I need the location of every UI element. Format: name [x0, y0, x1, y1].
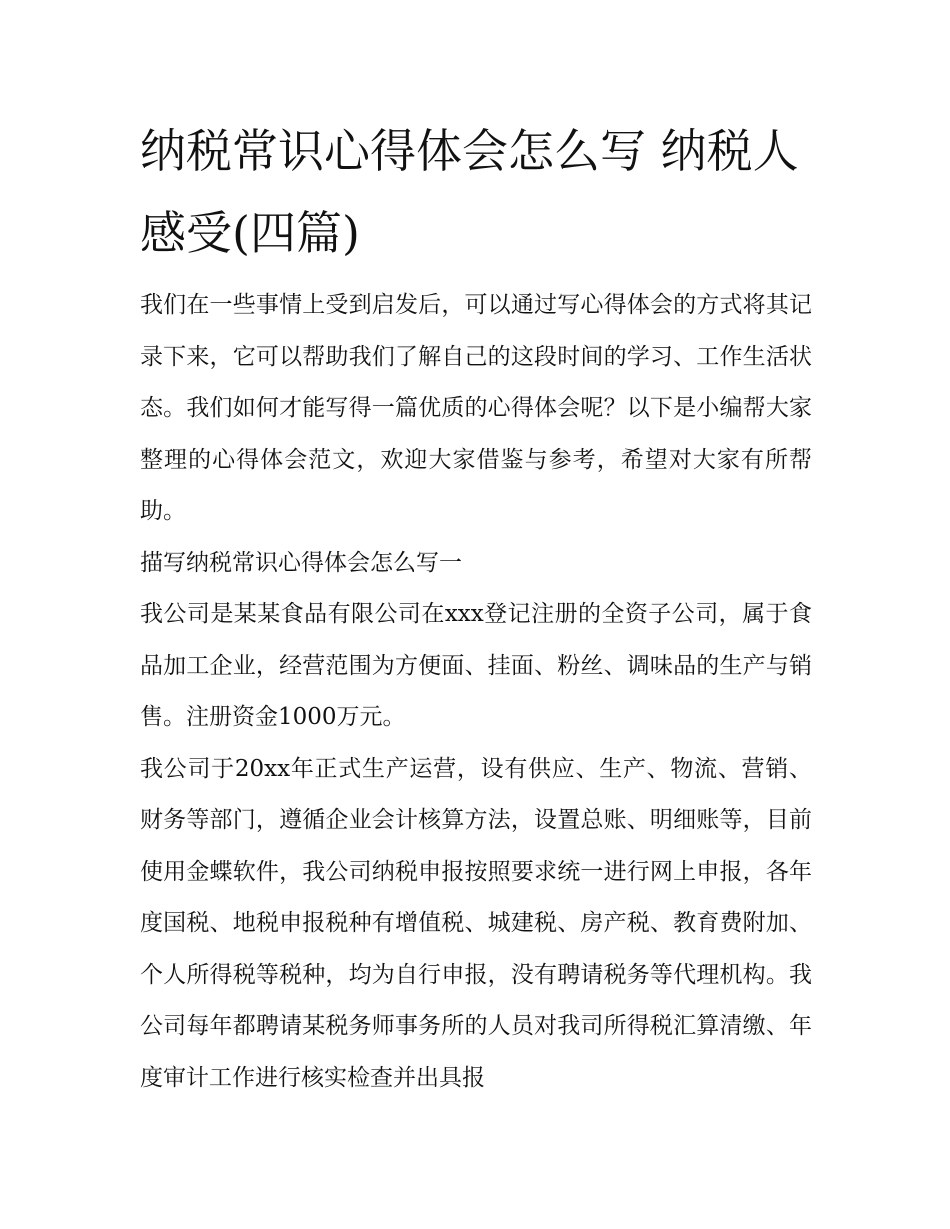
- intro-paragraph: 我们在一些事情上受到启发后，可以通过写心得体会的方式将其记录下来，它可以帮助我们了解自己的这段时间的学习、工作生活状态。我们如何才能写得一篇优质的心得体会呢？以下是小编帮大家整理的心得体会范文，欢迎大家借鉴与参考，希望对大家有所帮助。: [140, 292, 812, 524]
- operations-paragraph: 我公司于20xx年正式生产运营，设有供应、生产、物流、营销、财务等部门，遵循企业会计核算方法，设置总账、明细账等，目前使用金蝶软件，我公司纳税申报按照要求统一进行网上申报，各年度国税、地税申报税种有增值税、城建税、房产税、教育费附加、个人所得税等税种，均为自行申报，没有聘请税务等代理机构。我公司每年都聘请某税务师事务所的人员对我司所得税汇算清缴、年度审计工作进行核实检查并出具报: [140, 755, 812, 1091]
- section-heading: 描写纳税常识心得体会怎么写一: [140, 549, 462, 576]
- document-title: 纳税常识心得体会怎么写 纳税人感受(四篇): [140, 124, 799, 260]
- document-body: [140, 110, 812, 1104]
- company-paragraph: 我公司是某某食品有限公司在xxx登记注册的全资子公司，属于食品加工企业，经营范围为方便面、挂面、粉丝、调味品的生产与销售。注册资金1000万元。: [140, 601, 812, 730]
